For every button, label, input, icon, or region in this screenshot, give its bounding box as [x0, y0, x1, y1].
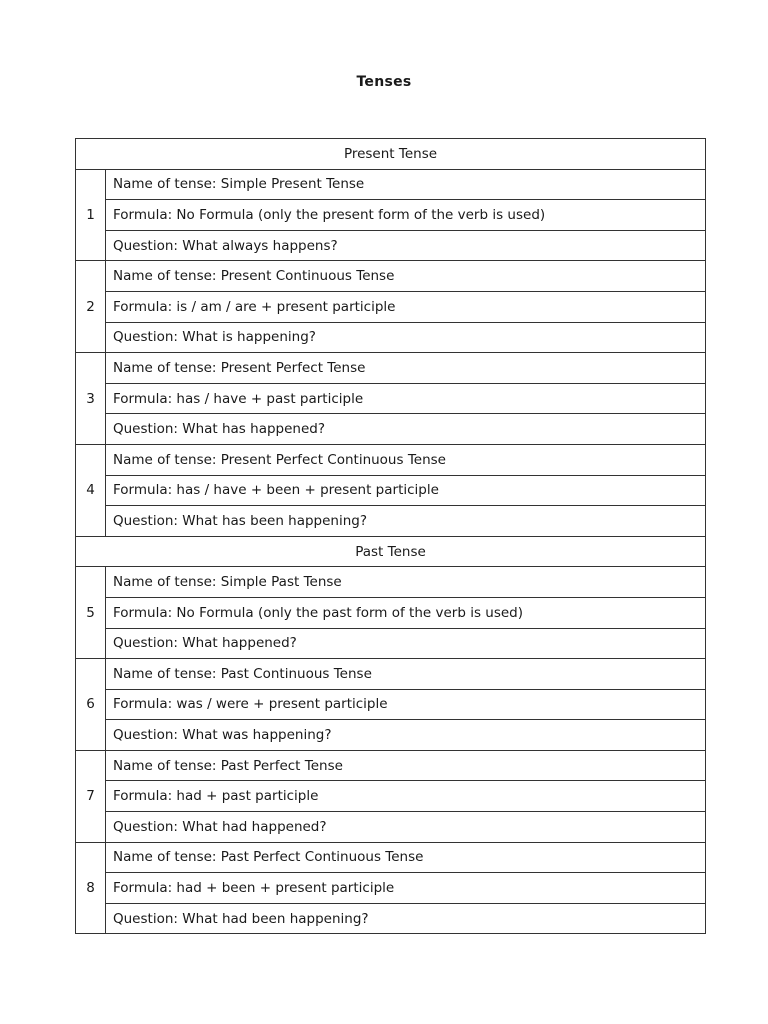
- section-header-present: Present Tense: [76, 139, 706, 170]
- tense-number: 7: [76, 750, 106, 842]
- tense-name-cell: Name of tense: Simple Present Tense: [106, 169, 706, 200]
- tense-formula-cell: Formula: No Formula (only the past form of the verb is used): [106, 597, 706, 628]
- tense-name-cell: Name of tense: Present Perfect Tense: [106, 353, 706, 384]
- tense-question-cell: Question: What has been happening?: [106, 506, 706, 537]
- table-row: [76, 230, 706, 261]
- tense-formula-cell: Formula: has / have + past participle: [106, 383, 706, 414]
- tense-question-cell: Question: What always happens?: [106, 230, 706, 261]
- tense-formula-cell: Formula: was / were + present participle: [106, 689, 706, 720]
- tense-formula-cell: Formula: had + past participle: [106, 781, 706, 812]
- section-header-row: [76, 536, 706, 567]
- table-row: [76, 291, 706, 322]
- tense-number: 4: [76, 444, 106, 536]
- tense-question-cell: Question: What happened?: [106, 628, 706, 659]
- tense-formula-cell: Formula: had + been + present participle: [106, 873, 706, 904]
- table-row: [76, 169, 706, 200]
- tense-number: 5: [76, 567, 106, 659]
- tense-name-cell: Name of tense: Present Continuous Tense: [106, 261, 706, 292]
- tense-number: 6: [76, 659, 106, 751]
- table-row: [76, 689, 706, 720]
- section-header-row: [76, 139, 706, 170]
- table-row: [76, 506, 706, 537]
- table-row: [76, 750, 706, 781]
- table-row: [76, 353, 706, 384]
- table-row: [76, 444, 706, 475]
- table-row: [76, 261, 706, 292]
- tense-name-cell: Name of tense: Present Perfect Continuous Tense: [106, 444, 706, 475]
- tense-number: 3: [76, 353, 106, 445]
- tense-name-cell: Name of tense: Past Continuous Tense: [106, 659, 706, 690]
- table-row: [76, 597, 706, 628]
- section-header-past: Past Tense: [76, 536, 706, 567]
- table-row: [76, 842, 706, 873]
- tense-number: 1: [76, 169, 106, 261]
- tense-formula-cell: Formula: No Formula (only the present form of the verb is used): [106, 200, 706, 231]
- tense-question-cell: Question: What has happened?: [106, 414, 706, 445]
- table-row: [76, 781, 706, 812]
- table-row: [76, 903, 706, 934]
- tense-formula-cell: Formula: has / have + been + present participle: [106, 475, 706, 506]
- tense-number: 8: [76, 842, 106, 934]
- table-row: [76, 720, 706, 751]
- tense-question-cell: Question: What had happened?: [106, 812, 706, 843]
- table-row: [76, 628, 706, 659]
- table-row: [76, 475, 706, 506]
- tense-formula-cell: Formula: is / am / are + present participle: [106, 291, 706, 322]
- tense-question-cell: Question: What was happening?: [106, 720, 706, 751]
- table-row: [76, 567, 706, 598]
- document-title: Tenses: [356, 74, 412, 90]
- tense-name-cell: Name of tense: Past Perfect Tense: [106, 750, 706, 781]
- tense-number: 2: [76, 261, 106, 353]
- table-row: [76, 200, 706, 231]
- tense-question-cell: Question: What had been happening?: [106, 903, 706, 934]
- tense-name-cell: Name of tense: Simple Past Tense: [106, 567, 706, 598]
- tense-name-cell: Name of tense: Past Perfect Continuous Tense: [106, 842, 706, 873]
- tense-question-cell: Question: What is happening?: [106, 322, 706, 353]
- table-row: [76, 873, 706, 904]
- table-row: [76, 414, 706, 445]
- tenses-table: [75, 138, 706, 934]
- table-row: [76, 659, 706, 690]
- table-row: [76, 812, 706, 843]
- table-row: [76, 322, 706, 353]
- table-row: [76, 383, 706, 414]
